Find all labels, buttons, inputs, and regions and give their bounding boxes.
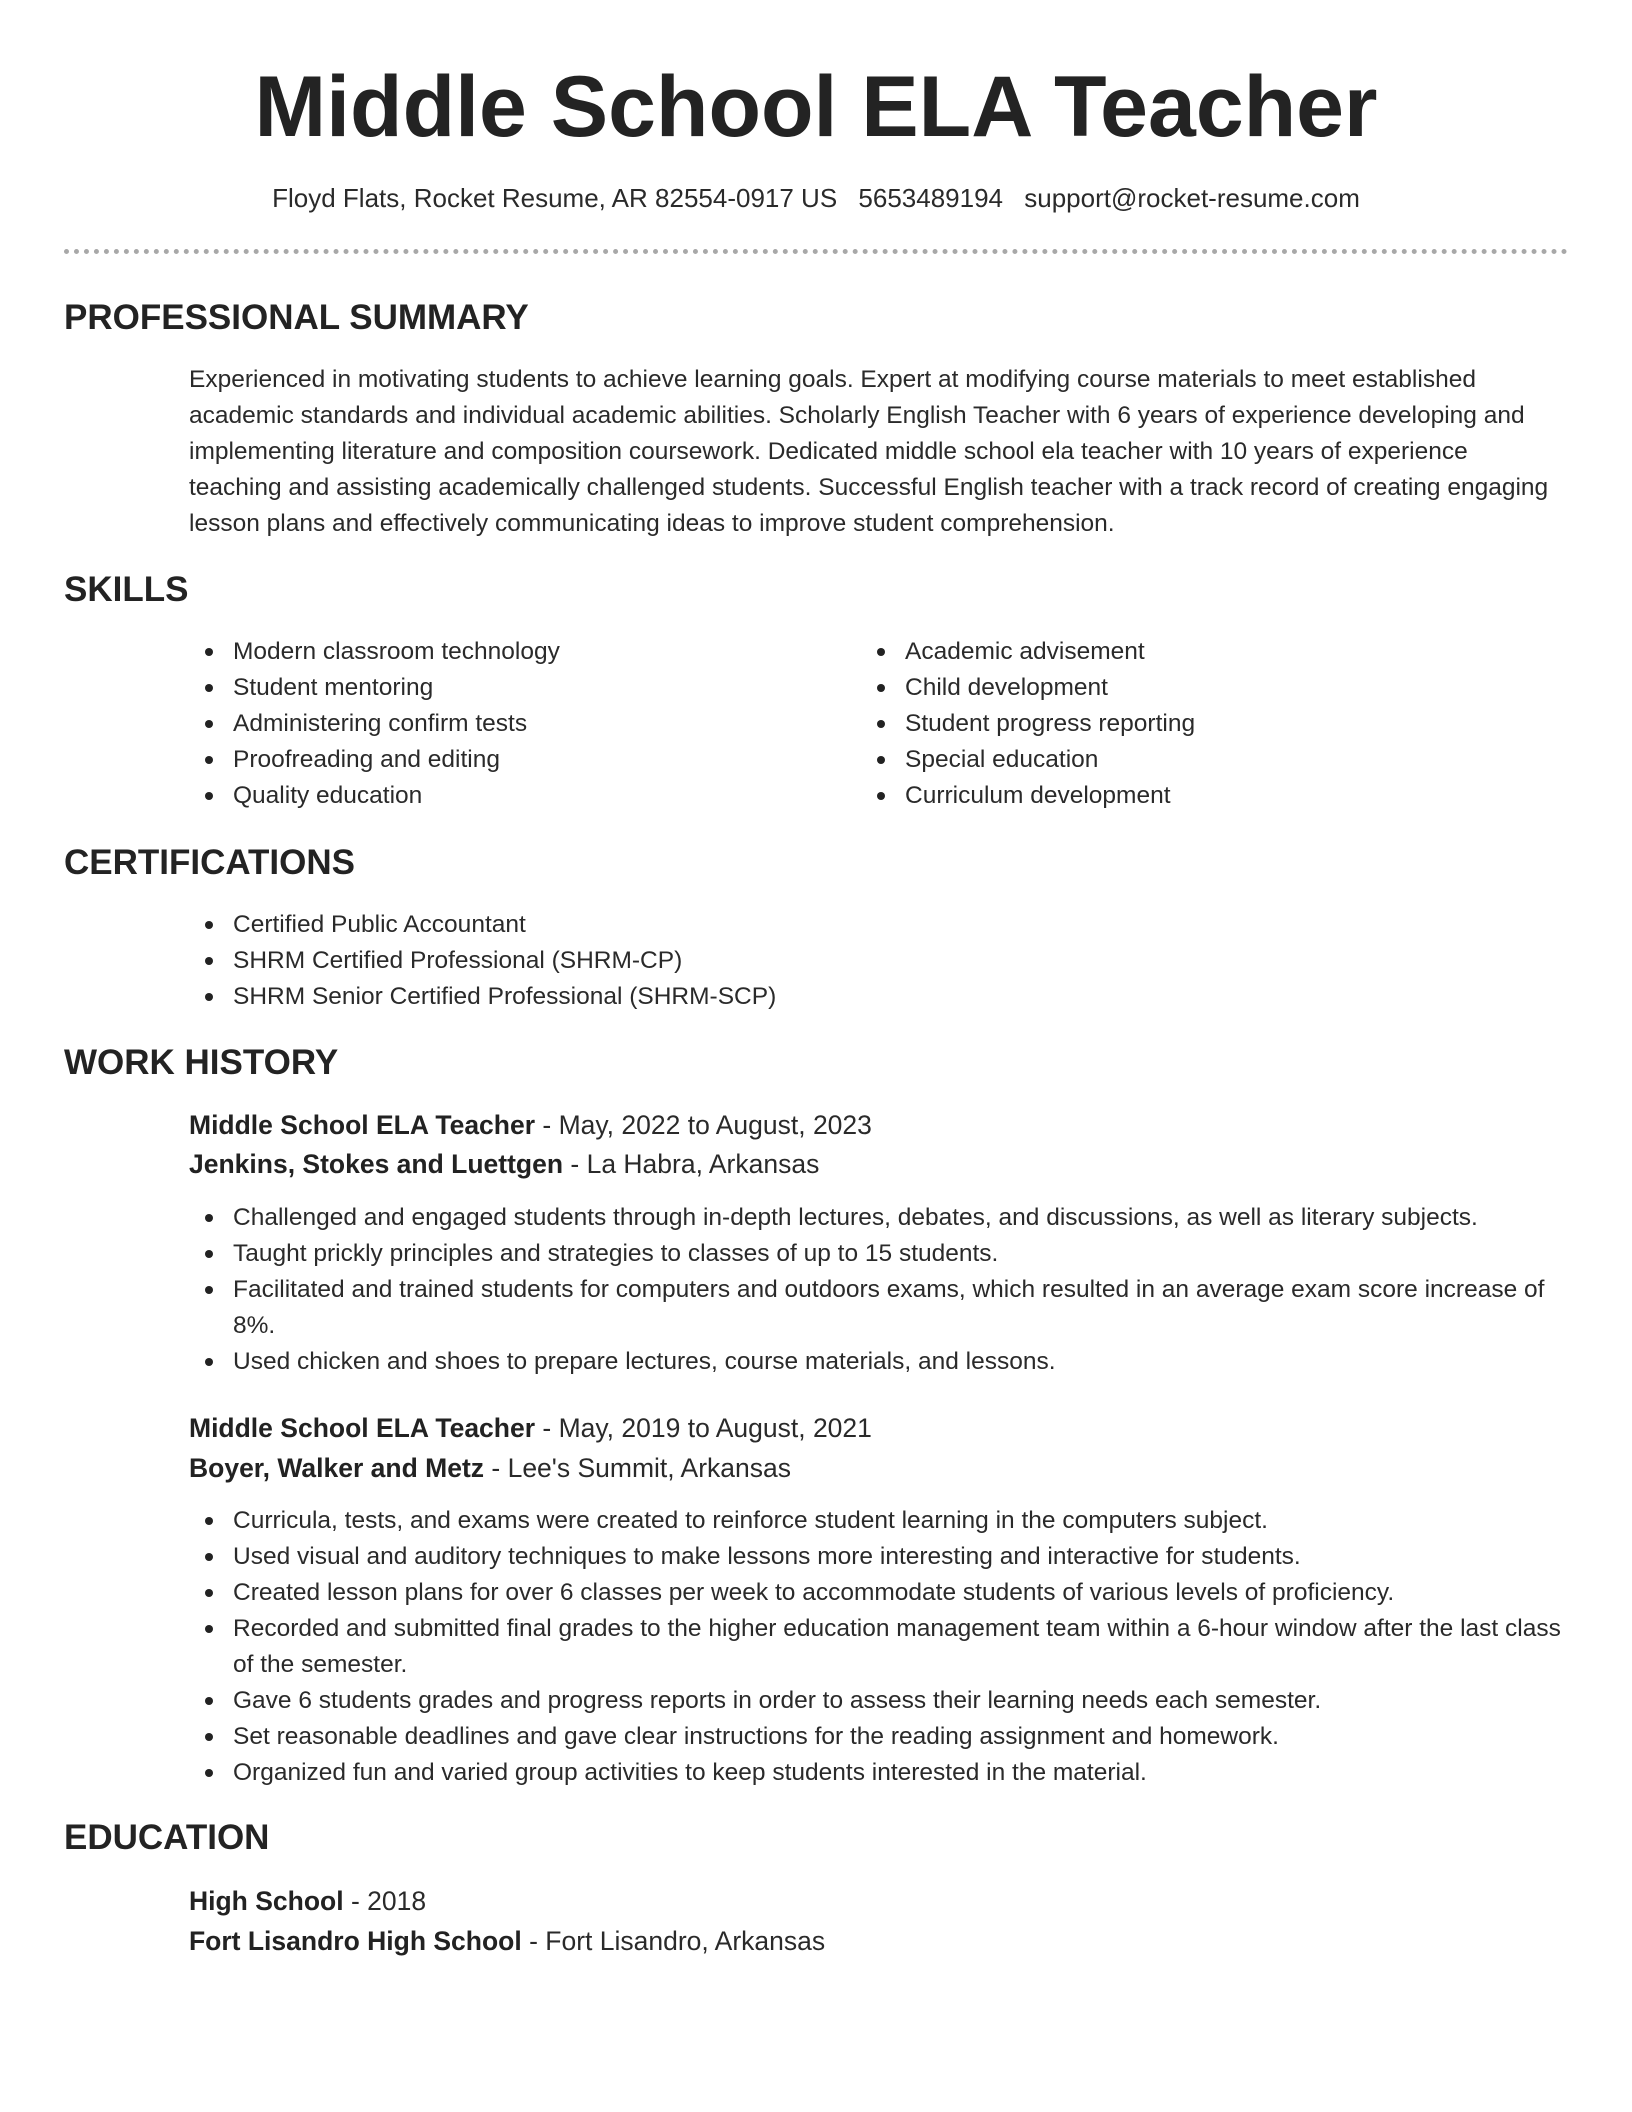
skill-item: Administering confirm tests: [189, 706, 829, 742]
job-bullet: Created lesson plans for over 6 classes per week to accommodate students of various levels of proficiency.: [189, 1575, 1569, 1611]
job-title-line: [189, 1105, 872, 1145]
certifications-list: [189, 907, 1189, 1015]
skill-item: Student mentoring: [189, 670, 829, 706]
job-company: Boyer, Walker and Metz: [189, 1453, 485, 1483]
job-bullet: Recorded and submitted final grades to the higher education management team within a 6-hour window after the last class of the semester.: [189, 1611, 1569, 1683]
skills-list-left: [189, 634, 829, 814]
certifications-heading: CERTIFICATIONS: [64, 843, 356, 882]
job-company: Jenkins, Stokes and Luettgen: [189, 1149, 564, 1179]
education-heading: EDUCATION: [64, 1818, 270, 1857]
education-location: - Fort Lisandro, Arkansas: [521, 1926, 826, 1956]
job-bullets: [189, 1200, 1569, 1380]
job-bullet: Facilitated and trained students for computers and outdoors exams, which resulted in an average exam score increase of 8%.: [189, 1272, 1569, 1344]
resume-name: Middle School ELA Teacher: [254, 59, 1378, 155]
work-history-heading: WORK HISTORY: [64, 1043, 339, 1082]
job-dates: - May, 2019 to August, 2021: [535, 1413, 872, 1443]
summary-text: Experienced in motivating students to achieve learning goals. Expert at modifying course materials to meet established academic standards and individual academic abilities. Scholarly English Teacher with 6 years of experience developing and implementing literature and composition coursework. Dedicated middle school ela teacher with 10 years of experience teaching and assisting academically challenged students. Successful English teacher with a track record of creating engaging lesson plans and effectively communicating ideas to improve student comprehension.: [189, 366, 1549, 537]
skill-item: Quality education: [189, 778, 829, 814]
certification-item: Certified Public Accountant: [189, 907, 1189, 943]
job-bullet: Organized fun and varied group activities to keep students interested in the material.: [189, 1755, 1569, 1791]
skill-item: Academic advisement: [861, 634, 1501, 670]
header-divider: [64, 249, 1568, 254]
certification-item: SHRM Certified Professional (SHRM-CP): [189, 943, 1189, 979]
job-company-line: [189, 1448, 791, 1488]
job-bullet: Used chicken and shoes to prepare lectures, course materials, and lessons.: [189, 1344, 1569, 1380]
skill-item: Child development: [861, 670, 1501, 706]
job-location: - La Habra, Arkansas: [563, 1149, 820, 1179]
job-bullets: [189, 1503, 1569, 1791]
contact-phone: 5653489194: [858, 183, 1004, 213]
certification-item: SHRM Senior Certified Professional (SHRM-SCP): [189, 979, 1189, 1015]
job-bullet: Challenged and engaged students through in-depth lectures, debates, and discussions, as well as literary subjects.: [189, 1200, 1569, 1236]
skill-item: Curriculum development: [861, 778, 1501, 814]
education-degree-line: [189, 1881, 426, 1921]
skill-item: Proofreading and editing: [189, 742, 829, 778]
education-school-line: [189, 1921, 825, 1961]
job-dates: - May, 2022 to August, 2023: [535, 1110, 872, 1140]
job-title-line: [189, 1408, 872, 1448]
job-bullet: Used visual and auditory techniques to make lessons more interesting and interactive for students.: [189, 1539, 1569, 1575]
skill-item: Special education: [861, 742, 1501, 778]
contact-email: support@rocket-resume.com: [1024, 183, 1360, 213]
job-bullet: Curricula, tests, and exams were created to reinforce student learning in the computers subject.: [189, 1503, 1569, 1539]
education-degree: High School: [189, 1886, 344, 1916]
skill-item: Modern classroom technology: [189, 634, 829, 670]
skill-item: Student progress reporting: [861, 706, 1501, 742]
job-role: Middle School ELA Teacher: [189, 1413, 536, 1443]
education-school: Fort Lisandro High School: [189, 1926, 522, 1956]
contact-line: [0, 180, 1632, 216]
job-bullet: Gave 6 students grades and progress reports in order to assess their learning needs each semester.: [189, 1683, 1569, 1719]
contact-address: Floyd Flats, Rocket Resume, AR 82554-0917 US: [272, 183, 838, 213]
skills-list-right: [861, 634, 1501, 814]
education-year: - 2018: [343, 1886, 427, 1916]
job-location: - Lee's Summit, Arkansas: [484, 1453, 792, 1483]
skills-heading: SKILLS: [64, 570, 189, 609]
summary-heading: PROFESSIONAL SUMMARY: [64, 298, 529, 337]
job-company-line: [189, 1144, 819, 1184]
job-bullet: Taught prickly principles and strategies to classes of up to 15 students.: [189, 1236, 1569, 1272]
job-role: Middle School ELA Teacher: [189, 1110, 536, 1140]
job-bullet: Set reasonable deadlines and gave clear instructions for the reading assignment and homework.: [189, 1719, 1569, 1755]
